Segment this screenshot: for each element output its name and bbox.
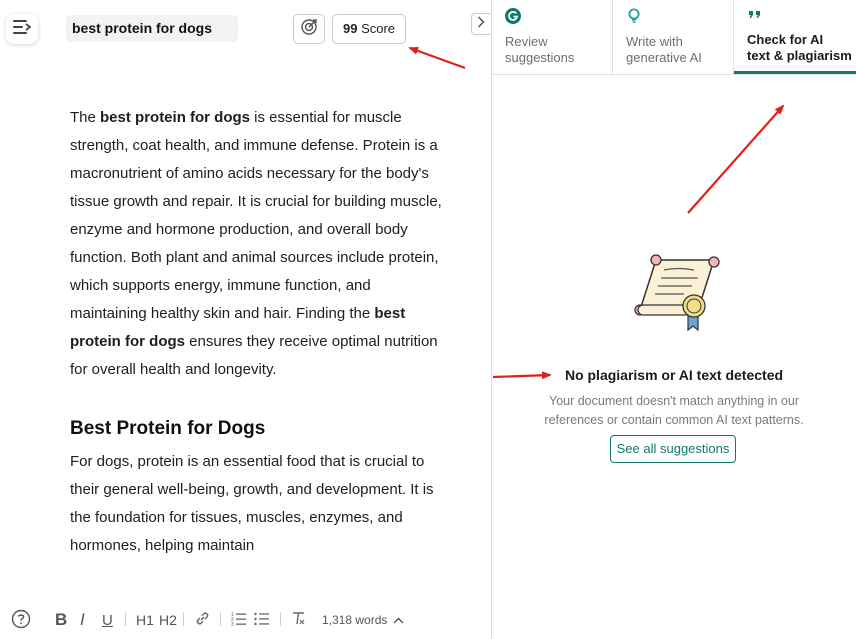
tab-label: Review suggestions: [505, 34, 575, 65]
chevron-right-icon: [477, 15, 485, 33]
see-all-suggestions-button[interactable]: See all suggestions: [610, 435, 736, 463]
numbered-list-icon: [231, 611, 247, 629]
tab-check-ai-plagiarism[interactable]: [734, 0, 856, 74]
grammarly-g-icon: [505, 11, 521, 28]
toolbar-divider: [183, 612, 184, 626]
score-value: 99: [342, 21, 358, 36]
score-label: Score: [361, 21, 396, 36]
italic-button[interactable]: I: [80, 610, 85, 629]
toolbar-divider: [220, 612, 221, 626]
bulleted-list-icon: [254, 611, 270, 629]
link-icon: [194, 610, 211, 630]
word-count-label: 1,318 words: [322, 613, 388, 627]
help-icon: [11, 609, 31, 632]
empty-state-subtitle: Your document doesn't match anything in our references or contain common AI text patterns.: [544, 394, 804, 427]
target-icon: [300, 18, 318, 41]
tab-label: Write with generative AI: [626, 34, 702, 65]
tab-write-with-generative-ai[interactable]: [613, 0, 733, 74]
help-button[interactable]: [11, 601, 31, 639]
keyword-bold: best protein for dogs: [100, 109, 251, 126]
paragraph: [70, 104, 442, 384]
panel-tabs: [492, 0, 856, 75]
svg-text:3: 3: [231, 622, 234, 626]
collapse-panel-button[interactable]: [471, 13, 490, 35]
goals-button[interactable]: [293, 14, 325, 44]
bulleted-list-button[interactable]: [254, 601, 270, 639]
heading2-button[interactable]: H2: [159, 612, 177, 628]
numbered-list-button[interactable]: [231, 601, 247, 639]
quote-icon: [747, 9, 763, 26]
word-count[interactable]: [322, 601, 404, 639]
text-run: The: [70, 109, 101, 126]
document-title-field[interactable]: best protein for dogs: [66, 15, 238, 42]
section-heading: Best Protein for Dogs: [70, 418, 266, 439]
text-run: is essential for muscle strength, coat health, and immune defense. Protein is a macronutrient of amino acids necessary for the body's tissue growth and repair. It is crucial for building muscle, enzyme and hormone production, and overall body function. Both plant and animal sources include protein, which supports energy, immune function, and maintaining healthy skin and hair. Finding the: [70, 109, 442, 322]
certificate-illustration: [492, 250, 856, 339]
paragraph: For dogs, protein is an essential food that is crucial to their general well-being, growth, and development. It is the foundation for tissues, muscles, enzymes, and hormones, helping maintain: [70, 453, 434, 554]
underline-button[interactable]: U: [102, 611, 113, 629]
heading1-button[interactable]: H1: [136, 612, 154, 628]
assistant-panel: [492, 0, 856, 639]
clear-formatting-button[interactable]: [291, 601, 306, 639]
clear-format-icon: [291, 611, 306, 629]
bold-button[interactable]: B: [55, 610, 68, 629]
text-run: ensures they receive optimal nutrition for overall health and longevity.: [70, 333, 438, 378]
certificate-scroll-icon: [628, 321, 720, 338]
link-button[interactable]: [194, 601, 211, 639]
lightbulb-icon: [626, 11, 642, 28]
tab-review-suggestions[interactable]: [492, 0, 612, 74]
toolbar-divider: [280, 612, 281, 626]
svg-text:1: 1: [231, 612, 234, 618]
svg-text:2: 2: [231, 617, 234, 623]
score-button[interactable]: [332, 14, 406, 44]
toolbar-divider: [125, 612, 126, 626]
tab-label: Check for AI text & plagiarism: [747, 32, 852, 63]
chevron-up-icon: [393, 613, 404, 627]
empty-state-title: No plagiarism or AI text detected: [564, 367, 784, 383]
document-body[interactable]: [70, 104, 442, 560]
menu-button[interactable]: [6, 14, 38, 44]
menu-icon: [13, 20, 31, 39]
keyword-bold: best protein for dogs: [70, 305, 406, 350]
